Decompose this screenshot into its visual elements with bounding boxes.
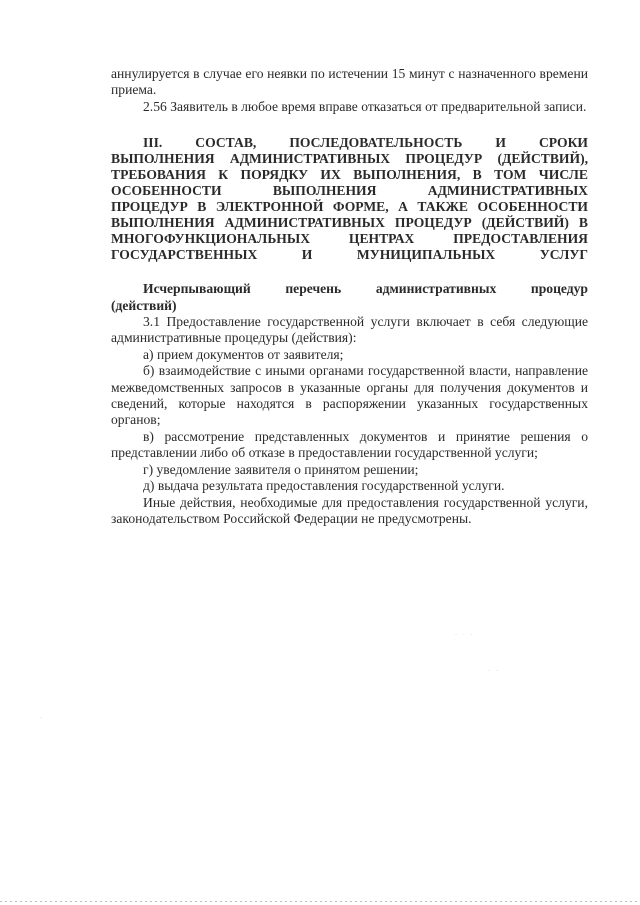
section-heading-line: ВЫПОЛНЕНИЯ АДМИНИСТРАТИВНЫХ ПРОЦЕДУР (ДЕЙСТВИЙ), (111, 151, 588, 167)
scan-artifact: · · · (455, 632, 475, 639)
section-heading-line: ГОСУДАРСТВЕННЫХ И МУНИЦИПАЛЬНЫХ УСЛУГ (111, 247, 588, 263)
section-heading-line: ПРОЦЕДУР В ЭЛЕКТРОННОЙ ФОРМЕ, А ТАКЖЕ ОСОБЕННОСТИ (111, 199, 588, 215)
paragraph-2-56: 2.56 Заявитель в любое время вправе отказаться от предварительной записи. (143, 98, 587, 114)
list-item-g: г) уведомление заявителя о принятом решении; (143, 461, 419, 477)
section-heading (111, 135, 588, 263)
list-item-v: в) рассмотрение представленных документов и принятие решения о представлении либо об отказе в предоставлении государственной услуги; (111, 428, 588, 461)
list-item-a: а) прием документов от заявителя; (143, 346, 344, 362)
subsection-heading-line: Исчерпывающий перечень административных процедур (143, 281, 588, 297)
section-heading-line: ВЫПОЛНЕНИЯ АДМИНИСТРАТИВНЫХ ПРОЦЕДУР (ДЕЙСТВИЙ) В (111, 215, 588, 231)
list-item-b: б) взаимодействие с иными органами государственной власти, направление межведомственных запросов в указанные органы для получения документов и сведений, которые находятся в распоряжении указанных государственных органов; (111, 363, 588, 428)
paragraph-other-actions: Иные действия, необходимые для предоставления государственной услуги, законодательством Российской Федерации не предусмотрены. (111, 494, 588, 526)
document-body (111, 66, 588, 527)
section-heading-line: ТРЕБОВАНИЯ К ПОРЯДКУ ИХ ВЫПОЛНЕНИЯ, В ТОМ ЧИСЛЕ (111, 167, 588, 183)
scan-artifact: · · (488, 668, 500, 675)
subsection-heading (111, 281, 588, 314)
paragraph-continuation: аннулируется в случае его неявки по истечении 15 минут с назначенного времени приема. (111, 66, 588, 98)
section-heading-line: МНОГОФУНКЦИОНАЛЬНЫХ ЦЕНТРАХ ПРЕДОСТАВЛЕНИЯ (111, 231, 588, 247)
subsection-heading-line: (действий) (111, 297, 177, 313)
section-heading-line: III. СОСТАВ, ПОСЛЕДОВАТЕЛЬНОСТЬ И СРОКИ (143, 135, 588, 151)
list-item-d: д) выдача результата предоставления государственной услуги. (143, 478, 505, 494)
section-heading-line: ОСОБЕННОСТИ ВЫПОЛНЕНИЯ АДМИНИСТРАТИВНЫХ (111, 183, 588, 199)
scan-edge-line (0, 901, 640, 902)
scan-artifact: · (40, 715, 44, 722)
paragraph-3-1: 3.1 Предоставление государственной услуги включает в себя следующие административные процедуры (действия): (111, 314, 588, 346)
